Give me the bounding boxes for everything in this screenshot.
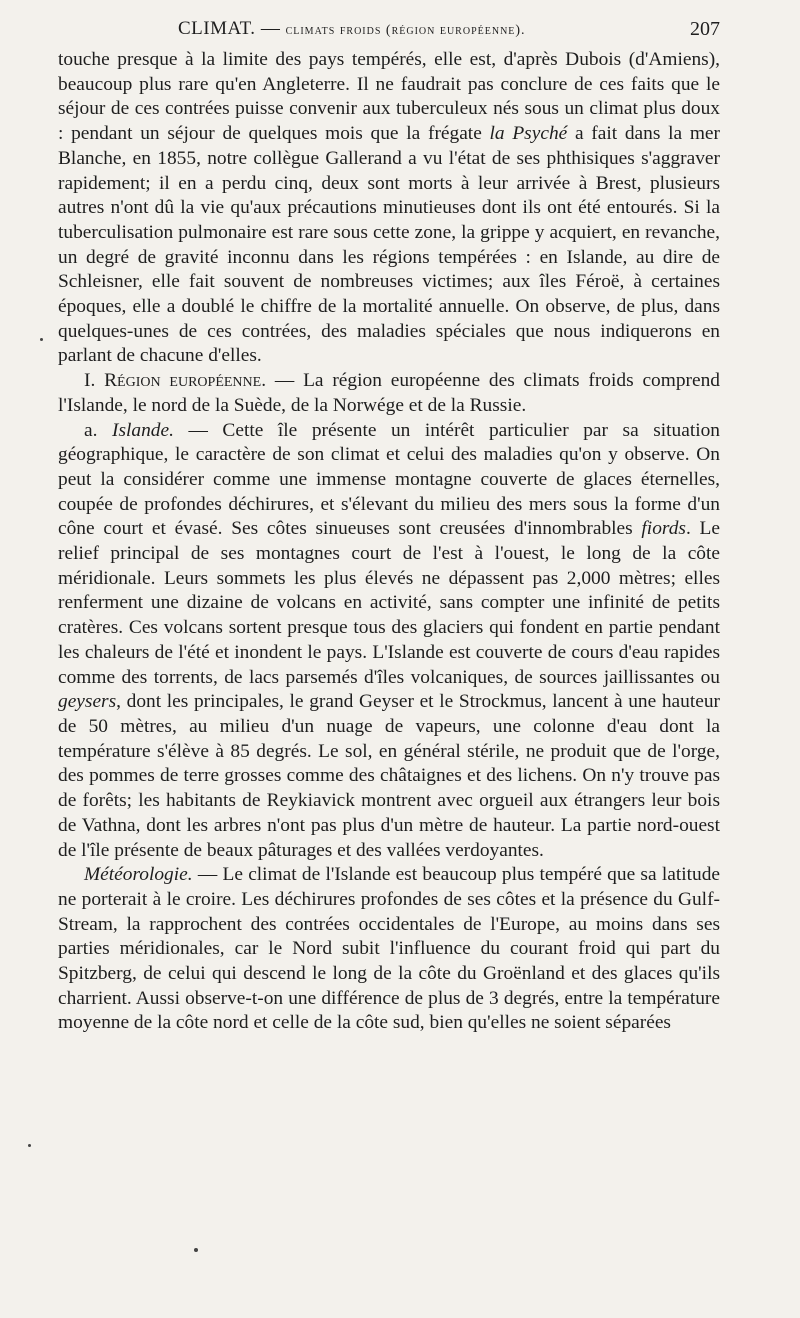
paragraph-3-text-b: . Le relief principal de ses montagnes court de l'est à l'ouest, le long de la côte méridionale. Leurs sommets les plus élevés ne dépassent pas 2,000 mètres; elles renferment une dizaine de volcans en activité, sans compter une infinité de petits cratères. Ces volcans sortent presque tous des glaciers qui fondent en partie pendant les chaleurs de l'été et inondent le pays. L'Islande est couverte de cours d'eau rapides comme des torrents, de lacs parsemés d'îles volcaniques, de sources jaillissantes ou bbox=[58, 518, 720, 688]
term-fiords: fiords bbox=[641, 518, 686, 540]
margin-speck bbox=[194, 1248, 198, 1252]
ship-name: la Psyché bbox=[489, 123, 568, 145]
subsection-letter: a. bbox=[84, 419, 113, 441]
body-text bbox=[58, 48, 720, 1036]
title-dash: — bbox=[255, 18, 286, 39]
paragraph-1-rest: a fait dans la mer Blanche, en 1855, notre collègue Gallerand a vu l'état de ses phthisiques s'aggraver rapidement; il en a perdu cinq, deux sont morts à leur arrivée à Brest, plusieurs autres n'ont dû la vie qu'aux précautions minutieuses dont ils ont été entourés. Si la tuberculisation pulmonaire est rare sous cette zone, la grippe y acquiert, en revanche, un degré de gravité inconnu dans les régions tempérées : en Islande, au dire de Schleisner, elle fait souvent de nombreuses victimes; aux îles Féroë, à certaines époques, elle a doublé le chiffre de la mortalité annuelle. On observe, de plus, dans quelques-unes de ces contrées, des maladies spéciales que nous indiquerons en parlant de chacune d'elles. bbox=[58, 123, 720, 367]
section-heading: I. Région européenne. bbox=[84, 370, 267, 392]
paragraph-3-text-c: , dont les principales, le grand Geyser et le Strockmus, lancent à une hauteur de 50 mètres, au milieu d'un nuage de vapeurs, une colonne d'eau dont la température s'élève à 85 degrés. Le sol, en général stérile, ne produit que de l'orge, des pommes de terre grosses comme des châtaignes et des lichens. On n'y trouve pas de forêts; les habitants de Reykiavick montrent avec orgueil aux étrangers leur bois de Vathna, dont les arbres n'ont pas plus d'un mètre de hauteur. La partie nord-ouest de l'île présente de beaux pâturages et des vallées verdoyantes. bbox=[58, 691, 720, 861]
document-page bbox=[58, 14, 720, 1036]
meteorology-heading: Météorologie. bbox=[84, 864, 193, 886]
paragraph-1-text: touche presque à la limite des pays tempérés, elle est, d'après Dubois (d'Amiens), beaucoup plus rare qu'en Angleterre. Il ne faudrait pas conclure de ces faits que le séjour de ces contrées puisse convenir aux tuberculeux nés sous un climat plus doux : pendant un séjour de quelques mois que la frégate bbox=[58, 49, 720, 145]
term-geysers: geysers bbox=[58, 691, 117, 713]
title-sub: climats froids (région européenne). bbox=[285, 23, 526, 38]
paragraph-2 bbox=[58, 369, 720, 418]
paragraph-4-text: — Le climat de l'Islande est beaucoup plus tempéré que sa latitude ne porterait à le croire. Les déchirures profondes de ses côtes et la présence du Gulf-Stream, la rapprochent des contrées occidentales de l'Europe, au moins dans ses parties méridionales, car le Nord subit l'influence du courant froid qui part du Spitzberg, de celui qui descend le long de la côte du Groënland et des glaces qu'ils charrient. Aussi observe-t-on une différence de plus de 3 degrés, entre la température moyenne de la côte nord et celle de la côte sud, bien qu'elles ne soient séparées bbox=[58, 864, 720, 1034]
paragraph-3 bbox=[58, 419, 720, 864]
paragraph-3-text-a: — Cette île présente un intérêt particulier par sa situation géographique, le caractère de son climat et celui des maladies qu'on y observe. On peut la considérer comme une immense montagne couverte de glaces éternelles, coupée de profondes déchirures, et s'élevant du milieu des mers sous la forme d'un cône court et évasé. Ses côtes sinueuses sont creusées d'innombrables bbox=[58, 419, 721, 540]
paragraph-4 bbox=[58, 863, 720, 1036]
subsection-heading: Islande. bbox=[112, 419, 174, 441]
margin-speck bbox=[28, 1144, 31, 1147]
running-title bbox=[178, 18, 526, 40]
page-number: 207 bbox=[690, 18, 720, 40]
margin-speck bbox=[40, 338, 43, 341]
title-main: CLIMAT. bbox=[178, 18, 256, 39]
paragraph-1 bbox=[58, 48, 720, 369]
paragraph-2-text: — La région européenne des climats froids comprend l'Islande, le nord de la Suède, de la Norwége et de la Russie. bbox=[58, 370, 720, 416]
running-header bbox=[58, 14, 720, 48]
